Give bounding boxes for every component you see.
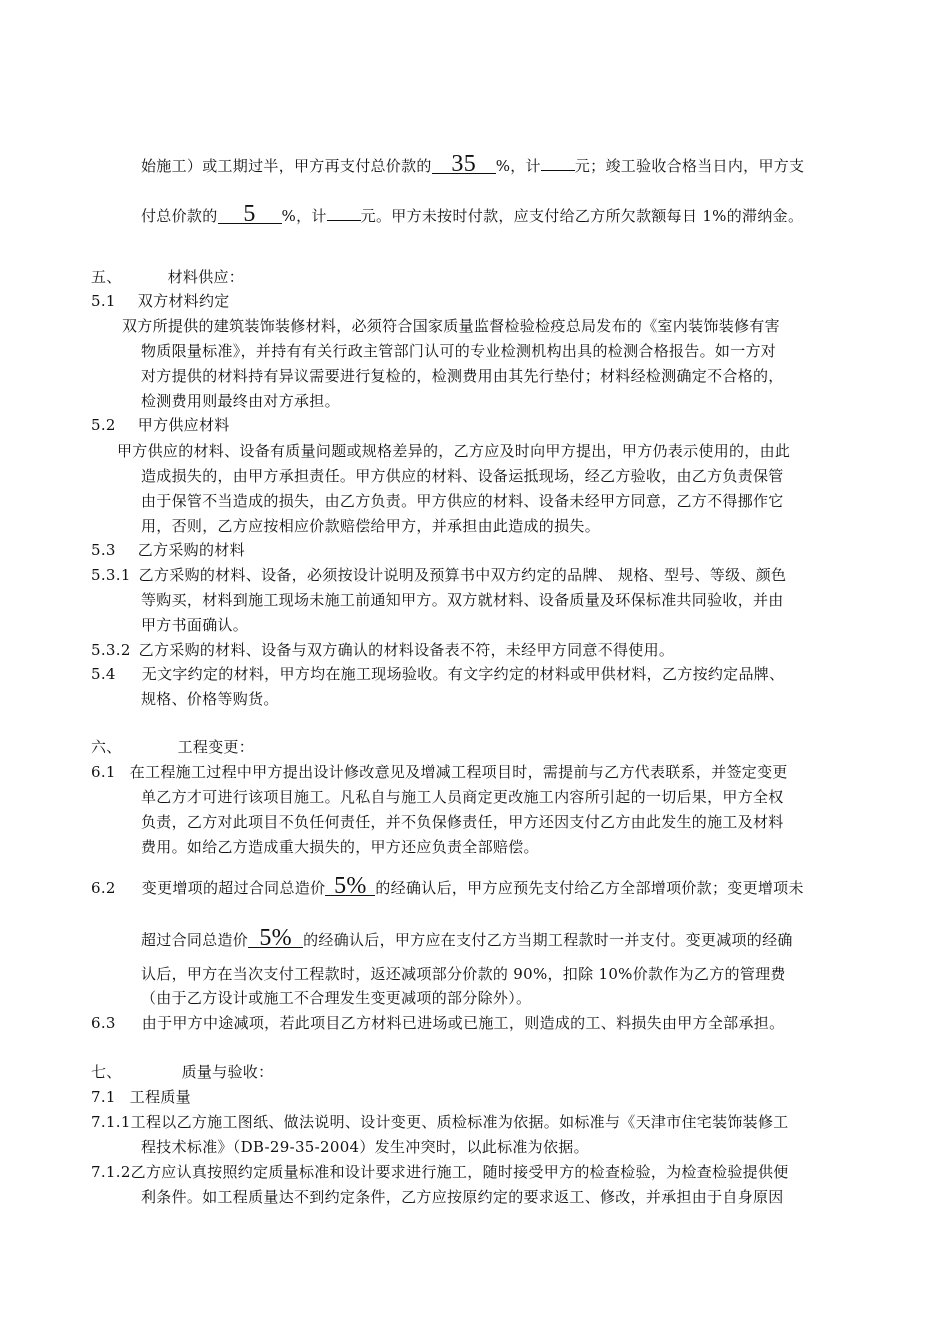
clause-number: 5.4: [91, 665, 116, 683]
clause-5-2: [91, 415, 230, 435]
paragraph-line: 甲方书面确认。: [141, 616, 249, 634]
clause-6-2-line-2: [141, 925, 793, 951]
paragraph-text: 的经确认后，甲方应在支付乙方当期工程款时一并支付。变更减项的经确: [303, 931, 793, 949]
clause-6-3: [91, 1013, 784, 1033]
amount-blank: [327, 206, 361, 221]
paragraph-line: 工程以乙方施工图纸、做法说明、设计变更、质检标准为依据。如标准与《天津市住宅装饰装修工: [130, 1113, 789, 1131]
clause-number: 5.3.1: [91, 566, 131, 584]
paragraph-line: 甲方供应的材料、设备有质量问题或规格差异的，乙方应及时向甲方提出，甲方仍表示使用的，由此: [117, 442, 791, 460]
clause-title: 甲方供应材料: [137, 416, 230, 434]
clause-number: 6.3: [91, 1014, 116, 1032]
clause-7-1-1: [91, 1112, 789, 1132]
paragraph-line: 造成损失的，由甲方承担责任。甲方供应的材料、设备运抵现场，经乙方验收，由乙方负责保管: [141, 467, 784, 485]
paragraph-line: 由于保管不当造成的损失，由乙方负责。甲方供应的材料、设备未经甲方同意，乙方不得挪作它: [141, 492, 784, 510]
paragraph-line: 乙方采购的材料、设备，必须按设计说明及预算书中双方约定的品牌、 规格、型号、等级、颜色: [138, 566, 787, 584]
paragraph-line: 双方所提供的建筑装饰装修材料，必须符合国家质量监督检验检疫总局发布的《室内装饰装修有害: [122, 317, 780, 335]
clause-number: 7.1.1: [91, 1113, 131, 1131]
clause-title: 工程质量: [129, 1088, 191, 1106]
clause-title: 乙方采购的材料: [137, 541, 245, 559]
payment-text: 付总价款的: [141, 207, 218, 225]
paragraph-line: 对方提供的材料持有异议需要进行复检的，检测费用由其先行垫付；材料经检测确定不合格的，: [141, 367, 784, 385]
section-heading-6: [91, 737, 254, 757]
section-number: 七、: [91, 1063, 122, 1081]
paragraph-line: 乙方应认真按照约定质量标准和设计要求进行施工，随时接受甲方的检查检验，为检查检验提供便: [130, 1163, 789, 1181]
clause-number: 5.2: [91, 416, 116, 434]
payment-text: 元。甲方未按时付款，应支付给乙方所欠款额每日 1%的滞纳金。: [360, 207, 804, 225]
clause-number: 6.1: [91, 763, 116, 781]
paragraph-line: 负责，乙方对此项目不负任何责任，并不负保修责任，甲方还因支付乙方由此发生的施工及材料: [141, 813, 784, 831]
clause-number: 5.3: [91, 541, 116, 559]
clause-number: 7.1: [91, 1088, 116, 1106]
paragraph-line: 由于甲方中途减项，若此项目乙方材料已进场或已施工，则造成的工、料损失由甲方全部承担。: [141, 1014, 785, 1032]
payment-percent-handwritten: 35: [432, 155, 496, 174]
paragraph-line: 费用。如给乙方造成重大损失的，甲方还应负责全部赔偿。: [141, 838, 539, 856]
change-percent-handwritten: 5%: [248, 929, 303, 948]
paragraph-text: 超过合同总造价: [141, 931, 249, 949]
paragraph-line: 等购买，材料到施工现场未施工前通知甲方。双方就材料、设备质量及环保标准共同验收，并由: [141, 591, 784, 609]
payment-line-1: [141, 151, 805, 177]
payment-text: %，计: [281, 207, 327, 225]
clause-number: 7.1.2: [91, 1163, 131, 1181]
paragraph-line: 规格、价格等购货。: [141, 690, 279, 708]
clause-5-1: [91, 291, 230, 311]
clause-5-3-2: [91, 640, 674, 660]
section-heading-5: [91, 267, 244, 287]
paragraph-line: 利条件。如工程质量达不到约定条件，乙方应按原约定的要求返工、修改，并承担由于自身原因: [141, 1188, 784, 1206]
clause-5-3: [91, 540, 245, 560]
paragraph-line: 物质限量标准》，并持有有关行政主管部门认可的专业检测机构出具的检测合格报告。如一方对: [141, 342, 777, 360]
paragraph-line: 检测费用则最终由对方承担。: [141, 392, 340, 410]
section-title: 工程变更：: [177, 738, 255, 756]
clause-number: 6.2: [91, 879, 116, 897]
section-title: 质量与验收：: [181, 1063, 274, 1081]
section-number: 六、: [91, 738, 122, 756]
section-title: 材料供应：: [167, 268, 245, 286]
clause-5-3-1: [91, 565, 786, 585]
clause-6-2: [91, 873, 804, 899]
clause-7-1-2: [91, 1162, 789, 1182]
clause-6-1: [91, 762, 788, 782]
paragraph-line: 程技术标准》（DB-29-35-2004）发生冲突时，以此标准为依据。: [141, 1138, 589, 1156]
section-number: 五、: [91, 268, 122, 286]
payment-percent-handwritten: 5: [218, 205, 282, 224]
amount-blank: [541, 156, 575, 171]
section-heading-7: [91, 1062, 273, 1082]
change-percent-handwritten: 5%: [325, 877, 375, 896]
paragraph-line: 认后，甲方在当次支付工程款时，返还减项部分价款的 90%，扣除 10%价款作为乙方的管理费: [141, 965, 786, 983]
clause-5-4: [91, 664, 784, 684]
clause-number: 5.3.2: [91, 641, 131, 659]
payment-text: 元；竣工验收合格当日内，甲方支: [574, 157, 805, 175]
paragraph-line: 无文字约定的材料，甲方均在施工现场验收。有文字约定的材料或甲供材料，乙方按约定品牌、: [141, 665, 785, 683]
paragraph-text: 变更增项的超过合同总造价: [141, 879, 326, 897]
clause-title: 双方材料约定: [137, 292, 230, 310]
payment-text: 始施工）或工期过半，甲方再支付总价款的: [141, 157, 432, 175]
paragraph-line: （由于乙方设计或施工不合理发生变更减项的部分除外）。: [141, 989, 532, 1007]
paragraph-line: 乙方采购的材料、设备与双方确认的材料设备表不符，未经甲方同意不得使用。: [138, 641, 675, 659]
paragraph-line: 用，否则，乙方应按相应价款赔偿给甲方，并承担由此造成的损失。: [141, 517, 601, 535]
paragraph-text: 的经确认后，甲方应预先支付给乙方全部增项价款；变更增项未: [375, 879, 804, 897]
paragraph-line: 在工程施工过程中甲方提出设计修改意见及增减工程项目时，需提前与乙方代表联系，并签定变更: [129, 763, 788, 781]
clause-number: 5.1: [91, 292, 116, 310]
payment-line-2: [141, 201, 804, 227]
payment-text: %，计: [495, 157, 541, 175]
paragraph-line: 单乙方才可进行该项目施工。凡私自与施工人员商定更改施工内容所引起的一切后果，甲方全权: [141, 788, 784, 806]
clause-7-1: [91, 1087, 191, 1107]
